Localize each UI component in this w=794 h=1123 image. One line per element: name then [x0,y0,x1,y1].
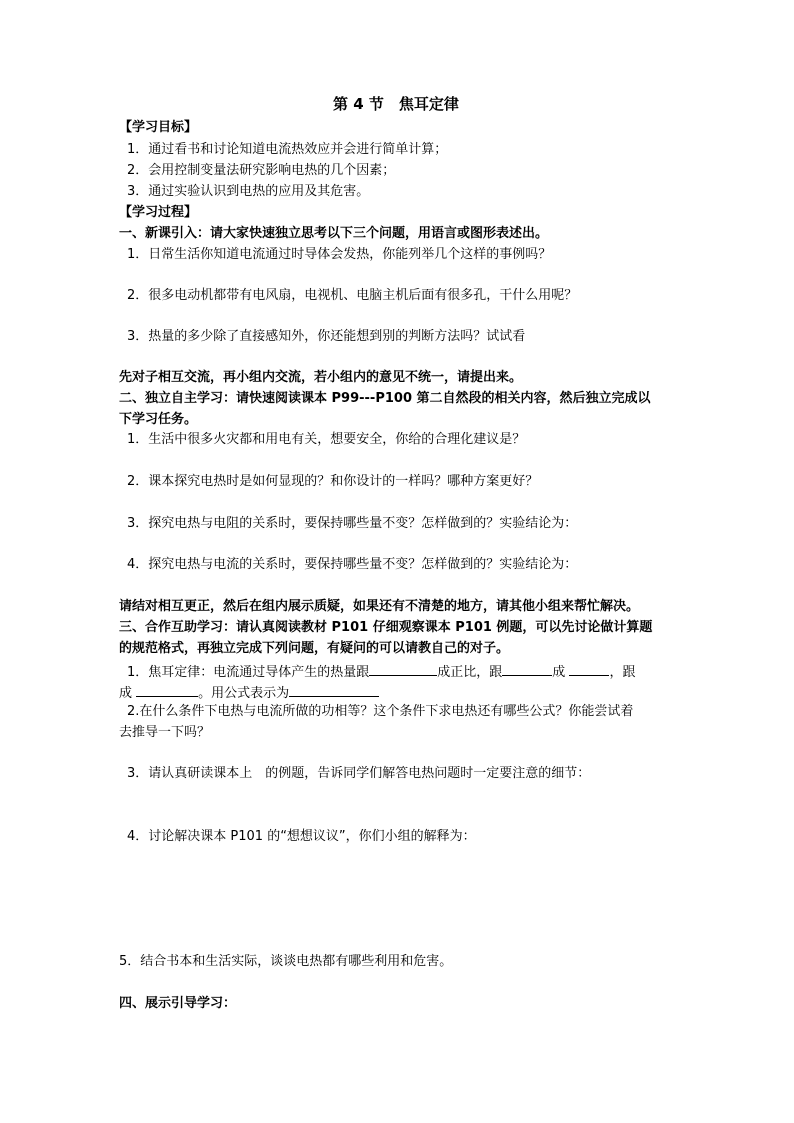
process-heading: 【学习过程】 [119,205,198,220]
goal-item-1: 1．通过看书和讨论知道电流热效应并会进行简单计算； [127,142,448,157]
blank-field-4[interactable] [136,683,198,697]
s3-question-5: 5．结合书本和生活实际，谈谈电热都有哪些利用和危害。 [119,954,453,969]
s2-question-4: 4．探究电热与电流的关系时，要保持哪些量不变？怎样做到的？实验结论为： [127,557,578,572]
page-title: 第 4 节 焦耳定律 [333,95,459,113]
section-4-heading: 四、展示引导学习： [119,996,237,1011]
s3-question-1-line-1 [127,662,635,681]
s3-question-4: 4．讨论解决课本 P101 的“想想议议”，你们小组的解释为： [127,829,476,844]
q1-text-2: 成正比，跟 [437,665,503,680]
s1-question-2: 2．很多电动机都带有电风扇，电视机、电脑主机后面有很多孔，干什么用呢？ [127,288,578,303]
section-3-heading-line-2: 的规范格式，再独立完成下列问题，有疑问的可以请教自己的对子。 [119,641,510,656]
s1-note: 先对子相互交流，再小组内交流，若小组内的意见不统一，请提出来。 [119,370,523,385]
s3-question-1-line-2 [119,683,379,702]
s3-question-3: 3．请认真研读课本上 的例题，告诉同学们解答电热问题时一定要注意的细节： [127,766,591,781]
s2-question-3: 3．探究电热与电阻的关系时，要保持哪些量不变？怎样做到的？实验结论为： [127,516,578,531]
s1-question-3: 3．热量的多少除了直接感知外，你还能想到别的判断方法吗？试试看 [127,329,526,344]
blank-field-3[interactable] [569,662,609,676]
section-1-heading: 一、新课引入：请大家快速独立思考以下三个问题，用语言或图形表述出。 [119,226,549,241]
blank-field-2[interactable] [502,662,552,676]
s2-question-1: 1．生活中很多火灾都和用电有关，想要安全，你给的合理化建议是？ [127,432,526,447]
blank-field-formula[interactable] [289,683,379,697]
s1-question-1: 1．日常生活你知道电流通过时导体会发热，你能列举几个这样的事例吗？ [127,247,552,262]
q1-text-5: 成 [119,686,133,701]
section-2-heading-line-1: 二、独立自主学习：请快速阅读课本 P99---P100 第二自然段的相关内容，然后独立完成以 [119,391,651,406]
s3-question-2-line-1: 2.在什么条件下电热与电流所做的功相等？这个条件下求电热还有哪些公式？你能尝试着 [127,704,634,719]
goal-item-2: 2．会用控制变量法研究影响电热的几个因素； [127,163,396,178]
section-3-heading-line-1: 三、合作互助学习：请认真阅读教材 P101 仔细观察课本 P101 例题，可以先讨论做计算题 [119,620,653,635]
goal-item-3: 3．通过实验认识到电热的应用及其危害。 [127,184,370,199]
s2-note: 请结对相互更正，然后在组内展示质疑，如果还有不清楚的地方，请其他小组来帮忙解决。 [119,599,640,614]
s3-question-2-line-2: 去推导一下吗？ [119,725,211,740]
goals-heading: 【学习目标】 [119,120,198,135]
s2-question-2: 2．课本探究电热时是如何显现的？和你设计的一样吗？哪种方案更好？ [127,474,539,489]
q1-text-3: 成 [552,665,566,680]
q1-text-1: 1．焦耳定律：电流通过导体产生的热量跟 [127,665,370,680]
blank-field-1[interactable] [369,662,437,676]
section-2-heading-line-2: 下学习任务。 [119,412,198,427]
q1-text-4: ，跟 [609,665,636,680]
q1-text-6: 。用公式表示为 [198,686,290,701]
